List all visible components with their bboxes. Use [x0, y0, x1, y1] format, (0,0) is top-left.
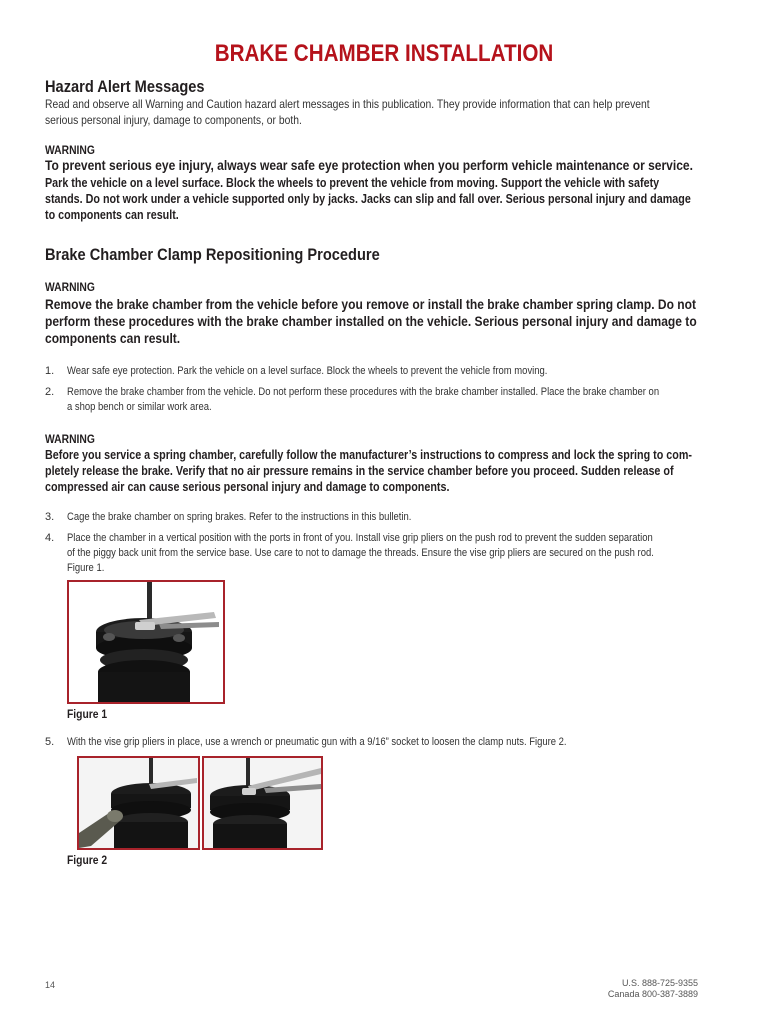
step-line: Figure 1.: [67, 562, 105, 574]
hazard-intro: [45, 96, 650, 128]
hazard-warning-line4: to components can result.: [45, 208, 179, 222]
page-title: BRAKE CHAMBER INSTALLATION: [214, 40, 554, 67]
step-number: 4.: [45, 532, 55, 544]
procedure-heading: Brake Chamber Clamp Repositioning Procedure: [45, 245, 380, 264]
procedure-warning2-line3: compressed air can cause serious personal injury and damage to components.: [45, 480, 450, 494]
step-line: With the vise grip pliers in place, use a wrench or pneumatic gun with a 9/16” socket to loosen the clamp nuts. Figure 2.: [67, 736, 567, 748]
figure-2a-photo: [77, 756, 200, 850]
hazard-warning-lead: To prevent serious eye injury, always wear safe eye protection when you perform vehicle maintenance or service.: [45, 157, 693, 173]
hazard-warning-body: [45, 175, 691, 223]
hazard-intro-line1: Read and observe all Warning and Caution hazard alert messages in this publication. They provide information that can help prevent: [45, 97, 650, 111]
procedure-warning1-body: [45, 296, 697, 347]
brake-chamber-wrench-image: [79, 758, 198, 848]
figure-1-caption: Figure 1: [67, 707, 108, 721]
hazard-warning-line2: Park the vehicle on a level surface. Block the wheels to prevent the vehicle from moving. Support the vehicle with safety: [45, 176, 660, 190]
step-number: 2.: [45, 386, 55, 398]
step-line: Cage the brake chamber on spring brakes. Refer to the instructions in this bulletin.: [67, 511, 412, 523]
hazard-intro-line2: serious personal injury, damage to components, or both.: [45, 113, 302, 127]
hazard-warning-label: WARNING: [45, 143, 95, 157]
step-number: 3.: [45, 511, 55, 523]
step-line: Place the chamber in a vertical position with the ports in front of you. Install vise grip pliers on the push rod to prevent the sudden separation: [67, 532, 653, 544]
procedure-warning1-label: WARNING: [45, 280, 95, 294]
step-line: a shop bench or similar work area.: [67, 401, 212, 413]
step-text: [67, 385, 659, 415]
step-line: of the piggy back unit from the service base. Use care to not to damage the threads. Ensure the vise grip pliers are secured on the push rod.: [67, 547, 654, 559]
us-phone: U.S. 888-725-9355: [621, 978, 698, 988]
step-line: Wear safe eye protection. Park the vehicle on a level surface. Block the wheels to prevent the vehicle from moving.: [67, 365, 548, 377]
procedure-warning1-line1: Remove the brake chamber from the vehicle before you remove or install the brake chamber spring clamp. Do not: [45, 296, 697, 312]
step-number: 5.: [45, 736, 55, 748]
procedure-warning1-line3: components can result.: [45, 330, 181, 346]
hazard-warning-line3: stands. Do not work under a vehicle supported only by jacks. Jacks can slip and fall over. Serious personal injury and damage: [45, 192, 691, 206]
figure-2b-photo: [202, 756, 323, 850]
page-number: 14: [45, 980, 56, 990]
canada-phone: Canada 800-387-3889: [607, 989, 698, 999]
procedure-warning2-body: [45, 447, 692, 495]
procedure-warning1-line2: perform these procedures with the brake chamber installed on the vehicle. Serious personal injury and damage to: [45, 313, 697, 329]
step-text: [67, 510, 411, 525]
contact-phones: [608, 978, 698, 1000]
step-text: [67, 531, 654, 576]
figure-1-photo: [67, 580, 225, 704]
procedure-warning2-line2: pletely release the brake. Verify that no air pressure remains in the service chamber before you proceed. Sudden release of: [45, 464, 674, 478]
figure-2-caption: Figure 2: [67, 853, 108, 867]
step-text: [67, 735, 567, 750]
step-text: [67, 364, 547, 379]
step-number: 1.: [45, 365, 55, 377]
brake-chamber-loosened-nuts-image: [204, 758, 321, 848]
step-line: Remove the brake chamber from the vehicle. Do not perform these procedures with the brake chamber installed. Place the brake chamber on: [67, 386, 660, 398]
procedure-warning2-line1: Before you service a spring chamber, carefully follow the manufacturer’s instructions to compress and lock the spring to com-: [45, 448, 692, 462]
procedure-warning2-label: WARNING: [45, 432, 95, 446]
hazard-heading: Hazard Alert Messages: [45, 77, 205, 96]
brake-chamber-with-pliers-image: [69, 582, 223, 702]
